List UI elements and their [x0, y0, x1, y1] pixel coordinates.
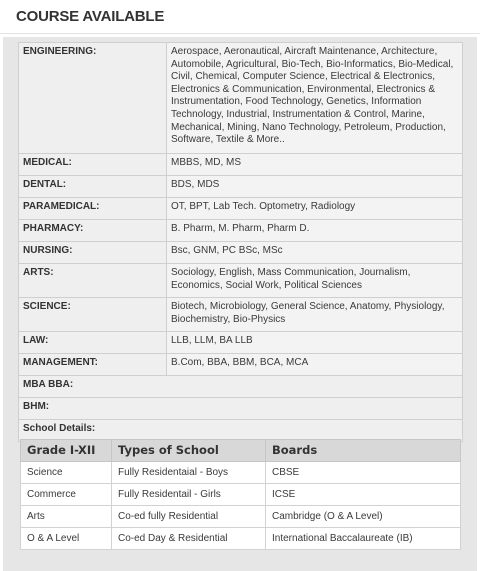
table-cell: ICSE — [266, 484, 461, 506]
column-header: Boards — [266, 440, 461, 462]
course-value: OT, BPT, Lab Tech. Optometry, Radiology — [167, 198, 463, 220]
course-label: BHM: — [19, 398, 463, 420]
course-value: B. Pharm, M. Pharm, Pharm D. — [167, 220, 463, 242]
course-value: MBBS, MD, MS — [167, 154, 463, 176]
course-row-pharmacy — [19, 220, 463, 242]
course-row-management — [19, 354, 463, 376]
header-divider — [0, 33, 480, 34]
course-row-medical — [19, 154, 463, 176]
course-value: Sociology, English, Mass Communication, Journalism, Economics, Social Work, Political Sciences — [167, 264, 463, 298]
table-cell: O & A Level — [21, 528, 112, 550]
table-cell: CBSE — [266, 462, 461, 484]
course-value: Aerospace, Aeronautical, Aircraft Maintenance, Architecture, Automobile, Agricultural, Bio-Tech, Bio-Informatics, Bio-Medical, Civil, Chemical, Computer Science, Electrical & Electronics, Electronics & Communication, Environmental, Electronics & Instrumentation, Food Technology, Genetics, Information Technology, Industrial, Instrumentation & Control, Marine, Mechanical, Mining, Nano Technology, Petroleum, Production, Software, Textile & More.. — [167, 43, 463, 154]
course-row-dental — [19, 176, 463, 198]
table-row — [21, 506, 461, 528]
course-label: SCIENCE: — [19, 298, 167, 332]
course-row-bhm — [19, 398, 463, 420]
course-label: DENTAL: — [19, 176, 167, 198]
table-row — [21, 462, 461, 484]
table-cell: Co-ed Day & Residential — [112, 528, 266, 550]
column-header: Types of School — [112, 440, 266, 462]
course-row-arts — [19, 264, 463, 298]
course-row-nursing — [19, 242, 463, 264]
course-label: PARAMEDICAL: — [19, 198, 167, 220]
table-cell: Co-ed fully Residential — [112, 506, 266, 528]
school-table — [20, 439, 461, 550]
school-details-container — [20, 439, 461, 552]
course-value: Bsc, GNM, PC BSc, MSc — [167, 242, 463, 264]
section-header — [0, 0, 480, 36]
table-cell: Commerce — [21, 484, 112, 506]
table-cell: International Baccalaureate (IB) — [266, 528, 461, 550]
table-cell: Cambridge (O & A Level) — [266, 506, 461, 528]
course-value: Biotech, Microbiology, General Science, Anatomy, Physiology, Biochemistry, Bio-Physics — [167, 298, 463, 332]
page-title: COURSE AVAILABLE — [16, 8, 165, 25]
course-label: LAW: — [19, 332, 167, 354]
course-value: B.Com, BBA, BBM, BCA, MCA — [167, 354, 463, 376]
course-label: ENGINEERING: — [19, 43, 167, 154]
course-row-mba-bba — [19, 376, 463, 398]
course-value: LLB, LLM, BA LLB — [167, 332, 463, 354]
course-value: BDS, MDS — [167, 176, 463, 198]
course-label: MBA BBA: — [19, 376, 463, 398]
course-label: PHARMACY: — [19, 220, 167, 242]
column-header: Grade I-XII — [21, 440, 112, 462]
table-cell: Fully Residentaial - Boys — [112, 462, 266, 484]
table-cell: Science — [21, 462, 112, 484]
course-row-science — [19, 298, 463, 332]
table-row — [21, 484, 461, 506]
table-cell: Arts — [21, 506, 112, 528]
table-cell: Fully Residentail - Girls — [112, 484, 266, 506]
course-label: NURSING: — [19, 242, 167, 264]
course-table — [18, 42, 463, 442]
course-label: MEDICAL: — [19, 154, 167, 176]
course-row-engineering — [19, 43, 463, 154]
school-table-header — [21, 440, 461, 462]
course-row-paramedical — [19, 198, 463, 220]
table-row — [21, 528, 461, 550]
course-row-law — [19, 332, 463, 354]
course-label: ARTS: — [19, 264, 167, 298]
school-details-label: School Details: — [19, 420, 463, 442]
course-label: MANAGEMENT: — [19, 354, 167, 376]
